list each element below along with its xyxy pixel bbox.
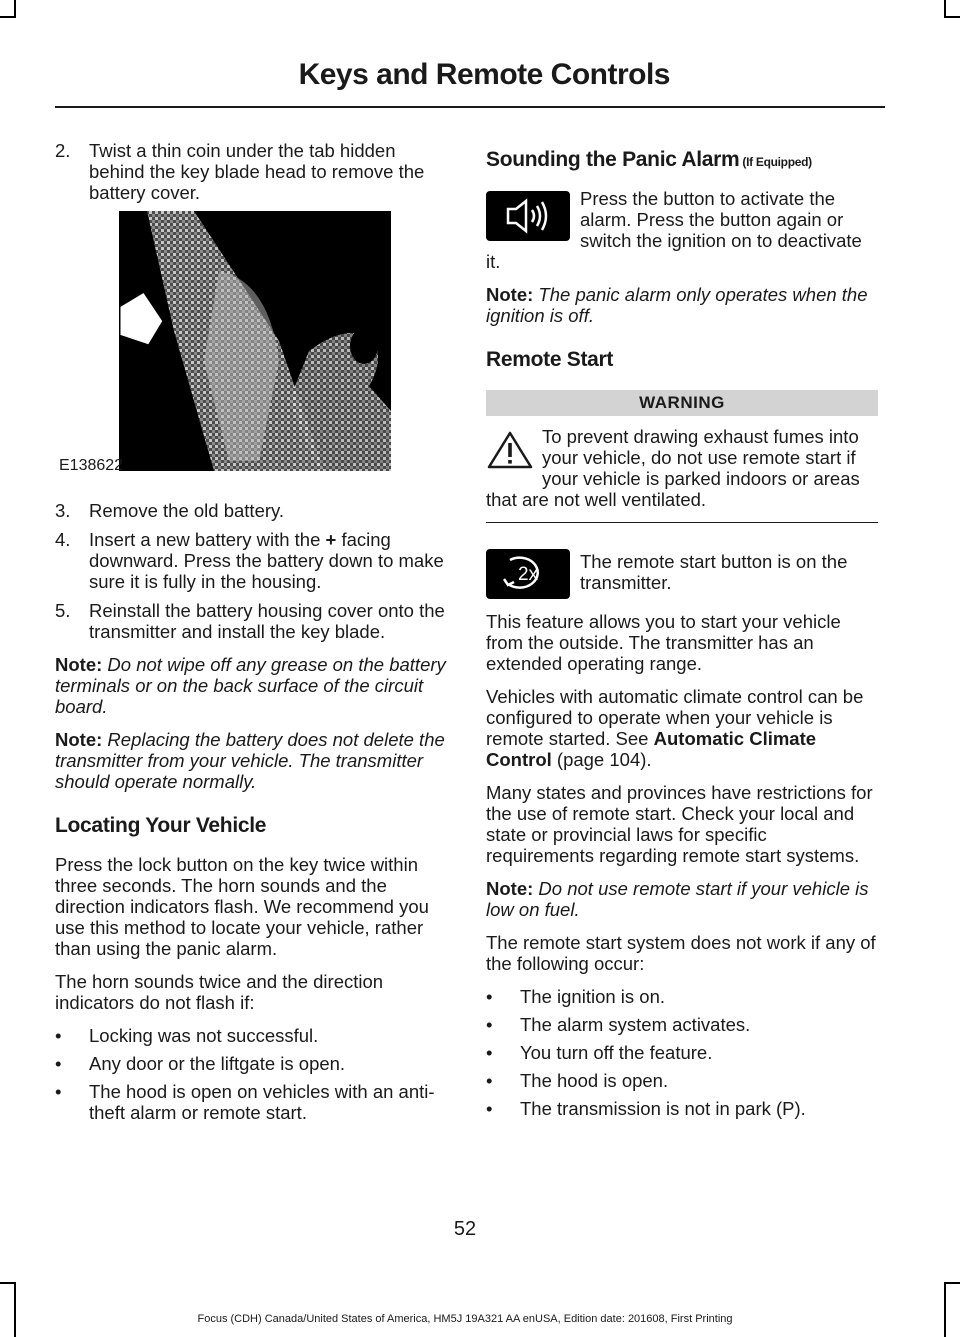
list-item: • Any door or the liftgate is open. bbox=[55, 1053, 346, 1074]
remote-start-2x-icon bbox=[486, 549, 570, 599]
speaker-icon bbox=[486, 191, 570, 241]
step-4: 4. Insert a new battery with the + facing downward. Press the battery down to make sure it is fully in the housing. bbox=[55, 529, 444, 592]
list-item: • The ignition is on. bbox=[486, 986, 666, 1007]
note-panic: Note: The panic alarm only operates when the ignition is off. bbox=[486, 284, 868, 326]
warning-rule bbox=[486, 522, 878, 523]
note-fuel: Note: Do not use remote start if your vehicle is low on fuel. bbox=[486, 878, 869, 920]
battery-cover-figure bbox=[55, 211, 447, 474]
left-column bbox=[55, 140, 447, 1130]
crop-mark-bl-h bbox=[0, 1282, 16, 1284]
header-rule bbox=[55, 106, 885, 108]
remote-paragraph-1: The remote start button is on the transmitter. bbox=[580, 551, 848, 593]
climate-control-link[interactable]: Automatic Climate Control bbox=[486, 728, 817, 770]
heading-locating-vehicle: Locating Your Vehicle bbox=[55, 814, 267, 837]
heading-remote-start: Remote Start bbox=[486, 348, 614, 371]
list-item: • The hood is open. bbox=[486, 1070, 669, 1091]
figure-id: E138622 bbox=[59, 457, 124, 474]
note-battery: Note: Replacing the battery does not delete the transmitter from your vehicle. The transmitter should operate normally. bbox=[55, 729, 445, 792]
list-item: • The alarm system activates. bbox=[486, 1014, 751, 1035]
footer-text: Focus (CDH) Canada/United States of America, HM5J 19A321 AA enUSA, Edition date: 201608, First Printing bbox=[197, 1313, 733, 1325]
remote-paragraph-5: The remote start system does not work if any of the following occur: bbox=[486, 932, 876, 974]
crop-mark-tr-h bbox=[944, 16, 960, 18]
locate-bullet-list bbox=[55, 1025, 447, 1123]
step-3: 3. Remove the old battery. bbox=[55, 500, 285, 521]
note-grease: Note: Do not wipe off any grease on the battery terminals or on the back surface of the circuit board. bbox=[55, 654, 446, 717]
crop-mark-bl-v bbox=[14, 1282, 16, 1337]
warning-header: WARNING bbox=[486, 390, 878, 416]
battery-cover-photo bbox=[119, 211, 391, 471]
panic-paragraph: Press the button to activate the alarm. Press the button again or switch the ignition on to deactivate it. bbox=[486, 188, 862, 272]
heading-panic-alarm: Sounding the Panic Alarm (If Equipped) bbox=[486, 148, 812, 171]
svg-text:2x: 2x bbox=[517, 564, 539, 585]
right-column bbox=[486, 140, 878, 1126]
crop-mark-tl-h bbox=[0, 16, 16, 18]
list-item: • The transmission is not in park (P). bbox=[486, 1098, 806, 1119]
locate-paragraph-2: The horn sounds twice and the direction indicators do not flash if: bbox=[55, 971, 384, 1013]
warning-triangle-icon bbox=[486, 430, 534, 470]
crop-mark-br-v bbox=[944, 1282, 946, 1337]
step-5: 5. Reinstall the battery housing cover onto the transmitter and install the key blade. bbox=[55, 600, 445, 642]
crop-mark-br-h bbox=[944, 1282, 960, 1284]
warning-text: To prevent drawing exhaust fumes into your vehicle, do not use remote start if your vehicle is parked indoors or areas that are not well ventilated. bbox=[486, 426, 860, 510]
remote-paragraph-4: Many states and provinces have restrictions for the use of remote start. Check your local and state or provincial laws for specific requirements regarding remote start systems. bbox=[486, 782, 873, 866]
plus-symbol: + bbox=[325, 529, 337, 550]
list-item: • You turn off the feature. bbox=[486, 1042, 713, 1063]
page-number: 52 bbox=[453, 1218, 477, 1240]
remote-bullet-list bbox=[486, 986, 878, 1119]
locate-paragraph-1: Press the lock button on the key twice within three seconds. The horn sounds and the direction indicators flash. We recommend you use this method to locate your vehicle, rather than using the panic alarm. bbox=[55, 854, 429, 959]
page-title: Keys and Remote Controls bbox=[298, 58, 670, 91]
remote-paragraph-2: This feature allows you to start your vehicle from the outside. The transmitter has an extended operating range. bbox=[486, 611, 841, 674]
remote-paragraph-3: Vehicles with automatic climate control can be configured to operate when your vehicle is remote started. See Automatic Climate Control (page 104). bbox=[486, 686, 864, 770]
step-2: 2. Twist a thin coin under the tab hidden behind the key blade head to remove the battery cover. bbox=[55, 140, 425, 203]
list-item: • Locking was not successful. bbox=[55, 1025, 319, 1046]
list-item: • The hood is open on vehicles with an anti-theft alarm or remote start. bbox=[55, 1081, 435, 1123]
